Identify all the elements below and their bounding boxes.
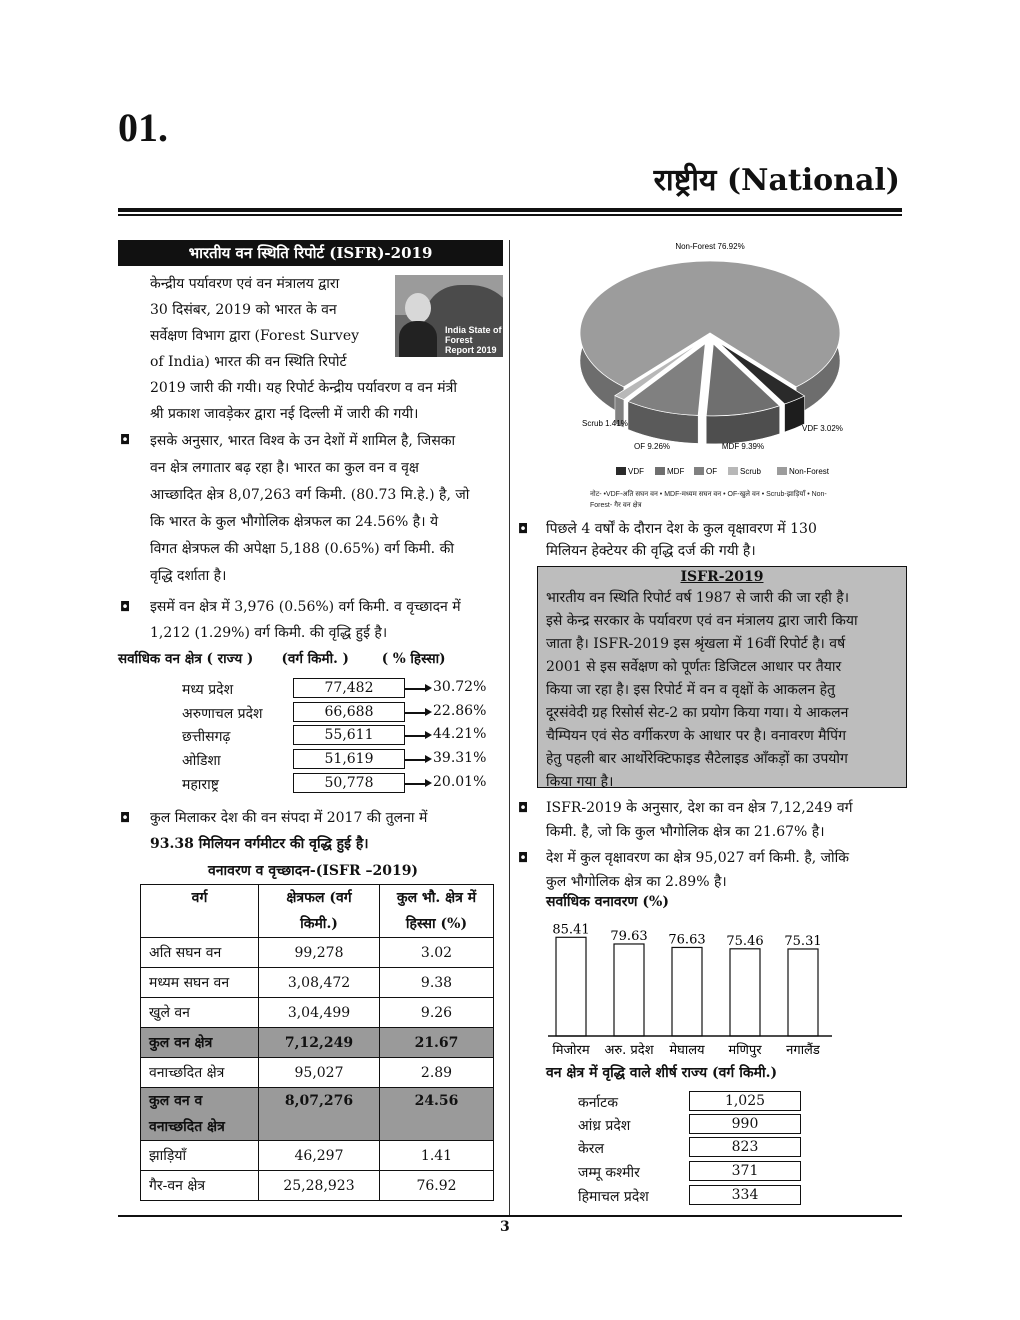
table-row: [141, 1028, 494, 1058]
top-rule: [118, 208, 902, 212]
state-pct: 30.72%: [433, 679, 487, 695]
page-number: 3: [500, 1219, 510, 1235]
state-name: ओडिशा: [182, 753, 221, 769]
arrow: [405, 735, 427, 737]
cell-share: 3.02: [380, 938, 494, 968]
intro-line: 30 दिसंबर, 2019 को भारत के वन: [150, 302, 337, 318]
isfr-info-box: [537, 566, 907, 788]
para-line: विगत क्षेत्रफल की अपेक्षा 5,188 (0.65%) वर्ग किमी. की: [150, 541, 454, 557]
cell-category: कुल वन क्षेत्र: [141, 1028, 259, 1058]
arrow-head: [425, 684, 432, 692]
cell-share: 21.67: [380, 1028, 494, 1058]
cell-area: 46,297: [259, 1141, 380, 1171]
intro-line: 2019 जारी की गयी। यह रिपोर्ट केन्द्रीय पर्यावरण व वन मंत्री: [150, 380, 458, 396]
table-row: [141, 1171, 494, 1201]
cell-share: 76.92: [380, 1171, 494, 1201]
para-line: ISFR-2019 के अनुसार, देश का वन क्षेत्र 7,12,249 वर्ग: [546, 800, 853, 816]
table-row: [141, 968, 494, 998]
para-line: 93.38 मिलियन वर्गमीटर की वृद्धि हुई है।: [150, 836, 369, 852]
cell-area: 8,07,276: [259, 1088, 380, 1141]
forest-cover-table: [140, 884, 494, 1201]
para-line: वन क्षेत्र लगातार बढ़ रहा है। भारत का कुल वन व वृक्ष: [150, 460, 419, 476]
para-line: वृद्धि दर्शाता है।: [150, 568, 227, 584]
bar-category-label: मिजोरम: [552, 1043, 590, 1058]
para-line: इसमें वन क्षेत्र में 3,976 (0.56%) वर्ग किमी. व वृच्छादन में: [150, 599, 461, 615]
bar-value-label: 75.46: [726, 933, 764, 949]
arrow-head: [425, 708, 432, 716]
pie-label-mdf: MDF 9.39%: [721, 442, 765, 451]
bar-value-label: 75.31: [784, 933, 822, 949]
arrow-head: [425, 731, 432, 739]
legend-label: VDF: [628, 467, 644, 476]
cell-category: कुल वन व वनाच्छदित क्षेत्र: [141, 1088, 259, 1141]
table-header: कुल भौ. क्षेत्र में हिस्सा (%): [380, 885, 494, 938]
cell-share: 24.56: [380, 1088, 494, 1141]
intro-line: of India) भारत की वन स्थिति रिपोर्ट: [150, 354, 347, 370]
forest-pie-chart: [560, 238, 880, 513]
bar-chart-title: सर्वाधिक वनावरण (%): [546, 894, 669, 910]
state-area: 55,611: [293, 725, 405, 745]
state-area: 66,688: [293, 702, 405, 722]
bullet-icon: ◘: [518, 851, 529, 866]
cell-category: वनाच्छदित क्षेत्र: [141, 1058, 259, 1088]
gain-state-name: जम्मू कश्मीर: [578, 1165, 640, 1181]
bar-category-label: मणिपुर: [728, 1043, 762, 1058]
box-line: दूरसंवेदी ग्रह रिसोर्स सेट-2 का प्रयोग किया गया। ये आकलन: [546, 705, 849, 721]
bullet-icon: ◘: [120, 433, 131, 448]
table-row: [141, 1088, 494, 1141]
arrow: [405, 712, 427, 714]
pie-label-vdf: VDF 3.02%: [802, 424, 843, 433]
intro-line: सर्वेक्षण विभाग द्वारा (Forest Survey: [150, 328, 360, 344]
box-line: किया गया है।: [546, 774, 614, 790]
bar-category-label: अरु. प्रदेश: [604, 1043, 654, 1058]
pie-label-of: OF 9.26%: [633, 442, 671, 451]
legend-swatch: [777, 467, 787, 475]
cell-share: 9.26: [380, 998, 494, 1028]
box-line: किया जा रहा है। इस रिपोर्ट में वन व वृक्षों के आकलन हेतु: [546, 682, 836, 698]
pie-label-scrub: Scrub 1.41%: [582, 419, 628, 428]
gain-value: 1,025: [689, 1091, 801, 1111]
gain-title: वन क्षेत्र में वृद्धि वाले शीर्ष राज्य (वर्ग किमी.): [546, 1065, 778, 1081]
bar-value-label: 76.63: [668, 932, 706, 948]
bar-value-label: 85.41: [552, 922, 590, 938]
state-name: महाराष्ट्र: [182, 777, 219, 793]
bar: [614, 944, 644, 1036]
cell-share: 9.38: [380, 968, 494, 998]
legend-label: Scrub: [740, 467, 761, 476]
box-line: चैम्पियन एवं सेठ वर्गीकरण के आधार पर है। वनावरण मैपिंग: [546, 728, 846, 744]
image-caption: India State of Forest Report 2019: [445, 325, 502, 355]
para-line: इसके अनुसार, भारत विश्व के उन देशों में शामिल है, जिसका: [150, 433, 456, 449]
para-line: किमी. है, जो कि कुल भौगोलिक क्षेत्र का 21.67% है।: [546, 824, 825, 840]
state-pct: 44.21%: [433, 726, 487, 742]
chapter-title: राष्ट्रीय (National): [653, 163, 900, 198]
legend-label: Non-Forest: [789, 467, 830, 476]
para-line: देश में कुल वृक्षावरण का क्षेत्र 95,027 वर्ग किमी. है, जोकि: [546, 850, 850, 866]
state-area: 77,482: [293, 678, 405, 698]
cell-area: 25,28,923: [259, 1171, 380, 1201]
arrow-head: [425, 779, 432, 787]
cell-share: 2.89: [380, 1058, 494, 1088]
cell-share: 1.41: [380, 1141, 494, 1171]
pie-note: नोट- •VDF-अति सघन वन • MDF-मध्यम सघन वन • OF-खुले वन • Scrub-झाड़ियाँ • Non-Forest- गैर वन क्षेत्र: [590, 491, 827, 509]
box-line: हेतु पहली बार आर्थोरेक्टिफाइड सैटेलाइड आँकड़ों का उपयोग: [546, 751, 848, 767]
bullet-icon: ◘: [120, 600, 131, 615]
gain-state-name: आंध्र प्रदेश: [578, 1118, 631, 1134]
gain-state-name: कर्नाटक: [578, 1095, 618, 1111]
isfr-cover-image: [395, 275, 503, 357]
table-header: क्षेत्रफल (वर्ग किमी.): [259, 885, 380, 938]
pie-slices: [580, 261, 840, 444]
top-rule-thin: [118, 214, 902, 216]
bottom-rule: [118, 1215, 902, 1217]
table-title: वनावरण व वृच्छादन-(ISFR –2019): [208, 863, 419, 879]
legend-label: OF: [706, 467, 718, 476]
table-row: [141, 938, 494, 968]
gain-state-name: केरल: [578, 1141, 604, 1157]
table-row: [141, 998, 494, 1028]
cell-category: अति सघन वन: [141, 938, 259, 968]
state-name: मध्य प्रदेश: [182, 682, 234, 698]
cell-category: गैर-वन क्षेत्र: [141, 1171, 259, 1201]
table-header-row: [141, 885, 494, 938]
state-pct: 22.86%: [433, 703, 487, 719]
state-pct: 20.01%: [433, 774, 487, 790]
chapter-number: 01.: [118, 105, 168, 150]
bar: [788, 949, 818, 1036]
pie-legend: [616, 467, 830, 476]
cell-area: 95,027: [259, 1058, 380, 1088]
states-header: सर्वाधिक वन क्षेत्र ( राज्य ) (वर्ग किमी. ) ( % हिस्सा): [118, 651, 446, 667]
legend-swatch: [728, 467, 738, 475]
state-name: छत्तीसगढ़: [182, 729, 231, 745]
arrow: [405, 783, 427, 785]
bar-value-label: 79.63: [610, 928, 648, 944]
bar: [672, 947, 702, 1036]
box-line: भारतीय वन स्थिति रिपोर्ट वर्ष 1987 से जारी की जा रही है।: [546, 590, 850, 606]
para-line: कुल मिलाकर देश की वन संपदा में 2017 की तुलना में: [150, 810, 428, 826]
cell-category: खुले वन: [141, 998, 259, 1028]
state-area: 51,619: [293, 749, 405, 769]
cell-category: झाड़ियाँ: [141, 1141, 259, 1171]
para-line: मिलियन हेक्टेयर की वृद्धि दर्ज की गयी है।: [546, 543, 756, 559]
legend-label: MDF: [667, 467, 685, 476]
bullet-icon: ◘: [120, 811, 131, 826]
cell-area: 99,278: [259, 938, 380, 968]
cell-area: 7,12,249: [259, 1028, 380, 1058]
bar-category-label: नगालैंड: [786, 1043, 820, 1058]
state-area: 50,778: [293, 773, 405, 793]
forest-bar-chart: [540, 912, 840, 1060]
bullet-icon: ◘: [518, 522, 529, 537]
intro-line: केन्द्रीय पर्यावरण एवं वन मंत्रालय द्वारा: [150, 276, 340, 292]
legend-swatch: [655, 467, 665, 475]
arrow: [405, 759, 427, 761]
para-line: कुल भौगोलिक क्षेत्र का 2.89% है।: [546, 874, 727, 890]
intro-line: श्री प्रकाश जावड़ेकर द्वारा नई दिल्ली में जारी की गयी।: [150, 406, 419, 422]
pie-slice-nonforest: [580, 261, 840, 387]
bar-series: [552, 922, 821, 1058]
table-row: [141, 1141, 494, 1171]
gain-value: 334: [689, 1185, 801, 1205]
legend-swatch: [694, 467, 704, 475]
para-line: 1,212 (1.29%) वर्ग किमी. की वृद्धि हुई है।: [150, 625, 388, 641]
box-line: इसे केन्द्र सरकार के पर्यावरण एवं वन मंत्रालय द्वारा जारी किया: [546, 613, 858, 629]
gain-value: 823: [689, 1137, 801, 1157]
para-line: आच्छादित क्षेत्र 8,07,263 वर्ग किमी. (80.73 मि.हे.) है, जो: [150, 487, 470, 503]
box-title: ISFR-2019: [680, 569, 764, 585]
section-heading: भारतीय वन स्थिति रिपोर्ट (ISFR)-2019: [118, 240, 503, 266]
legend-swatch: [616, 467, 626, 475]
bar: [730, 949, 760, 1036]
gain-value: 990: [689, 1114, 801, 1134]
gain-state-name: हिमाचल प्रदेश: [578, 1189, 649, 1205]
gain-value: 371: [689, 1161, 801, 1181]
arrow-head: [425, 755, 432, 763]
box-line: जाता है। ISFR-2019 इस श्रृंखला में 16वीं रिपोर्ट है। वर्ष: [546, 636, 846, 652]
para-line: पिछले 4 वर्षों के दौरान देश के कुल वृक्षावरण में 130: [546, 521, 817, 537]
box-line: 2001 से इस सर्वेक्षण को पूर्णतः डिजिटल आधार पर तैयार: [546, 659, 842, 675]
state-name: अरुणाचल प्रदेश: [182, 706, 263, 722]
state-pct: 39.31%: [433, 750, 487, 766]
para-line: कि भारत के कुल भौगोलिक क्षेत्रफल का 24.56% है। ये: [150, 514, 439, 530]
bar-category-label: मेघालय: [669, 1043, 705, 1058]
bar: [556, 937, 586, 1036]
cell-area: 3,08,472: [259, 968, 380, 998]
table-row: [141, 1058, 494, 1088]
bullet-icon: ◘: [518, 801, 529, 816]
table-header: वर्ग: [141, 885, 259, 938]
column-divider: [509, 240, 510, 1215]
cell-category: मध्यम सघन वन: [141, 968, 259, 998]
arrow: [405, 688, 427, 690]
cell-area: 3,04,499: [259, 998, 380, 1028]
pie-label-nonforest: Non-Forest 76.92%: [675, 242, 745, 251]
